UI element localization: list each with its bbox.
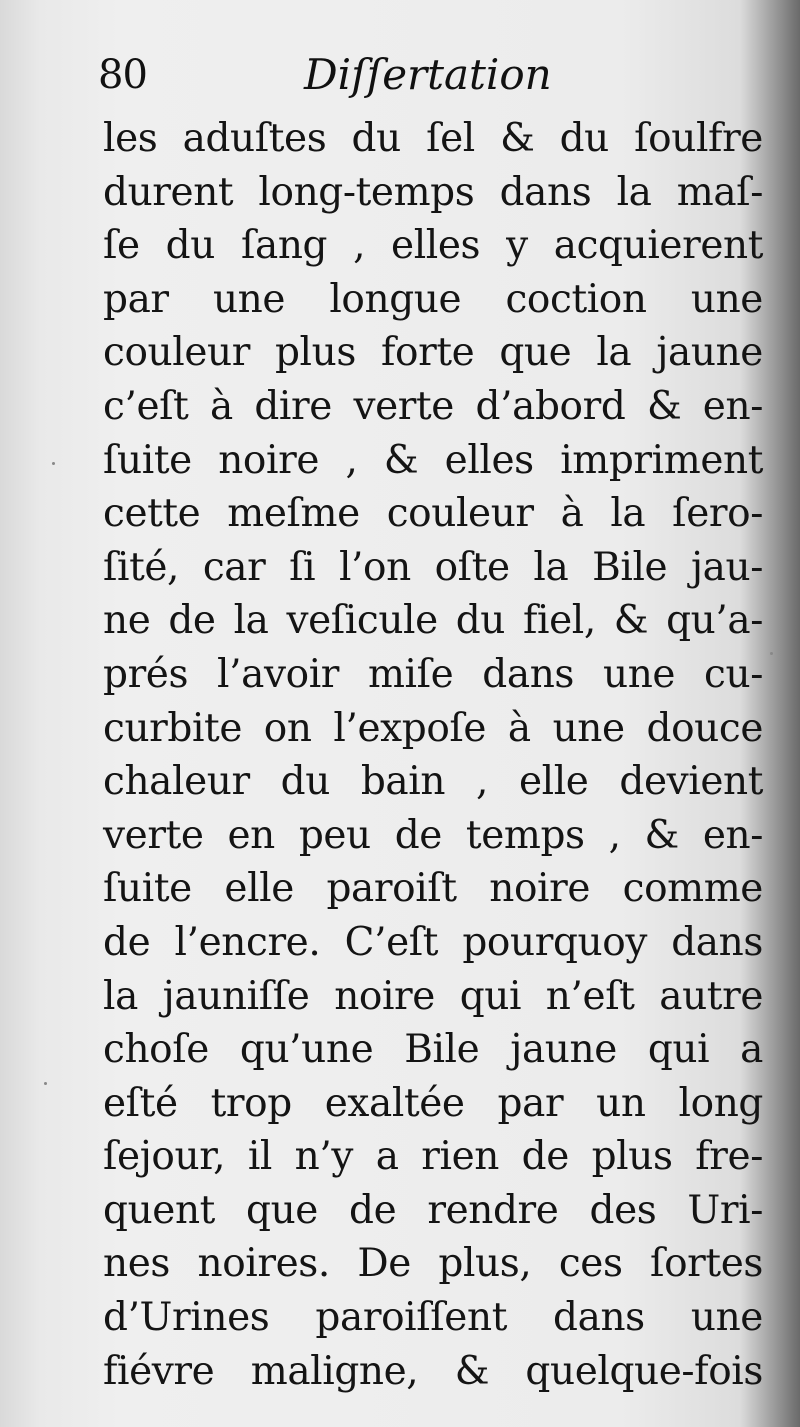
text-line: cette meſme couleur à la ſero- [103, 491, 763, 537]
text-line: par une longue coction une [103, 276, 763, 322]
paper-speck [44, 1082, 47, 1085]
text-line: la jauniſſe noire qui n’eſt autre [103, 973, 763, 1019]
body-text [103, 112, 763, 1398]
text-line: ſe du ſang , elles y acquierent [103, 223, 763, 269]
text-line: fiévre maligne, & quelque-fois [103, 1348, 763, 1394]
paper-speck [52, 462, 55, 465]
text-line: couleur plus forte que la jaune [103, 330, 763, 376]
paper-speck [770, 652, 773, 655]
text-line: quent que de rendre des Uri- [103, 1187, 763, 1233]
text-line: curbite on l’expoſe à une douce [103, 705, 763, 751]
text-line: de l’encre. C’eſt pourquoy dans [103, 919, 763, 965]
text-line: nes noires. De plus, ces ſortes [103, 1241, 763, 1287]
text-line: durent long-temps dans la maſ- [103, 169, 763, 215]
text-line: ſuite elle paroiſt noire comme [103, 866, 763, 912]
text-line: ne de la veſicule du fiel, & qu’a- [103, 598, 763, 644]
text-line: c’eſt à dire verte d’abord & en- [103, 383, 763, 429]
text-line: choſe qu’une Bile jaune qui a [103, 1027, 763, 1073]
text-line: ſejour, il n’y a rien de plus fre- [103, 1134, 763, 1180]
text-line: ſuite noire , & elles impriment [103, 437, 763, 483]
text-line: eſté trop exaltée par un long [103, 1080, 763, 1126]
page-header [98, 48, 578, 108]
running-title: Diſſertation [304, 50, 552, 99]
text-line: chaleur du bain , elle devient [103, 759, 763, 805]
text-line: ſité, car ſi l’on oſte la Bile jau- [103, 544, 763, 590]
text-line: prés l’avoir miſe dans une cu- [103, 651, 763, 697]
page-number: 80 [98, 52, 147, 98]
text-line: d’Urines paroiſſent dans une [103, 1295, 763, 1341]
text-line: verte en peu de temps , & en- [103, 812, 763, 858]
text-line: les aduſtes du ſel & du ſoulfre [103, 116, 763, 161]
